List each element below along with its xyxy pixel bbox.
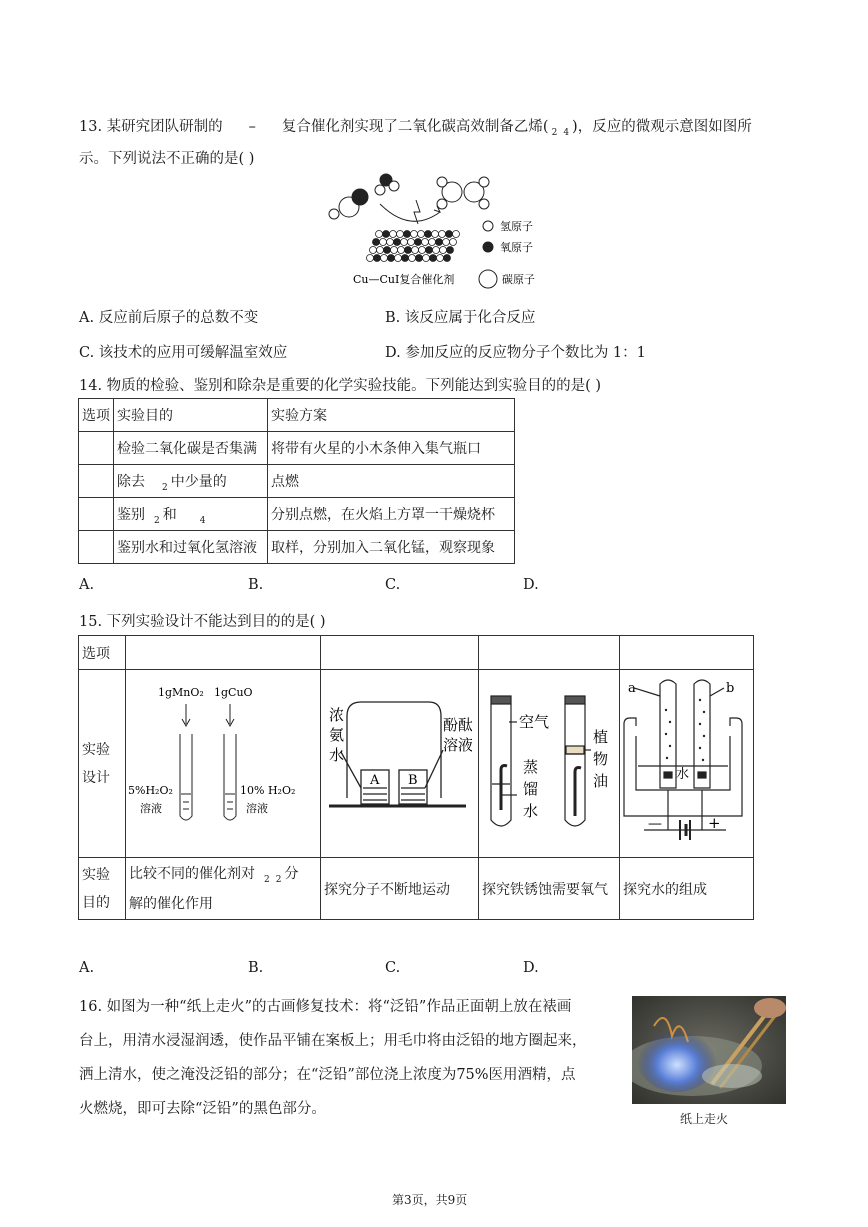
svg-text:浓: 浓: [329, 706, 345, 724]
svg-text:水: 水: [329, 746, 345, 764]
row-option: [79, 498, 114, 531]
cell-empty: [620, 636, 754, 670]
header-goal: 实验目的: [114, 399, 268, 432]
table-row: [79, 531, 515, 564]
row-plan: 将带有火星的小木条伸入集气瓶口: [268, 432, 515, 465]
q14-option-d: D.: [523, 577, 539, 593]
q16-line: 火燃烧，即可去除“泛铅”的黑色部分。: [79, 1101, 326, 1117]
header-option: 选项: [79, 399, 114, 432]
row-goal: 检验二氧化碳是否集满: [114, 432, 268, 465]
row-option: [79, 531, 114, 564]
row-plan: 点燃: [268, 465, 515, 498]
row-goal: 鉴别 $_2$ 和 $_4$: [114, 498, 268, 531]
ammonia-diffusion-figure: [321, 670, 472, 853]
svg-text:油: 油: [593, 772, 609, 790]
legend-oxygen: 氧原子: [500, 241, 533, 254]
svg-text:溶液: 溶液: [246, 802, 268, 815]
q15-table: [78, 635, 754, 920]
svg-text:氨: 氨: [329, 726, 345, 744]
row-plan: 分别点燃，在火焰上方罩一干燥烧杯: [268, 498, 515, 531]
svg-text:溶液: 溶液: [140, 802, 162, 815]
legend-carbon: 碳原子: [502, 273, 535, 286]
row-option: [79, 465, 114, 498]
q13-option-b: B. 该反应属于化合反应: [385, 310, 536, 326]
design-fig2: [321, 670, 479, 858]
q15-stem: 15. 下列实验设计不能达到目的的是( ): [79, 614, 326, 630]
catalyst-test-tubes-figure: [126, 670, 314, 853]
q15-option-a: A.: [79, 960, 95, 976]
row-plan: 取样，分别加入二氧化锰，观察现象: [268, 531, 515, 564]
fire-on-paper-photo: [632, 996, 786, 1104]
goal-cell-1: 比较不同的催化剂对 $_2$ $_2$ 分 解的催化作用: [126, 858, 321, 920]
q15-option-c: C.: [385, 960, 401, 976]
row-label-design: 实验 设计: [79, 670, 126, 858]
electrolysis-figure: [620, 670, 747, 853]
q16-line: 16. 如图为一种“纸上走火”的古画修复技术：将“泛铅”作品正面朝上放在裱画: [79, 999, 572, 1015]
q13-stem-line2: 示。下列说法不正确的是( ): [79, 151, 255, 167]
q13-option-d: D. 参加反应的反应物分子个数比为 1：1: [385, 345, 646, 361]
svg-text:—: —: [648, 816, 662, 832]
reaction-diagram: [320, 172, 560, 292]
q15-option-d: D.: [523, 960, 539, 976]
q13-option-c: C. 该技术的应用可缓解温室效应: [79, 345, 288, 361]
row-goal: 鉴别水和过氧化氢溶液: [114, 531, 268, 564]
q14-option-a: A.: [79, 577, 95, 593]
table-row: [79, 858, 754, 920]
design-fig1: [126, 670, 321, 858]
goal-cell-3: 探究铁锈蚀需要氧气: [479, 858, 620, 920]
svg-text:水: 水: [676, 767, 690, 782]
svg-text:馏: 馏: [523, 780, 539, 798]
table-header-row: [79, 399, 515, 432]
svg-text:5%H₂O₂: 5%H₂O₂: [128, 784, 173, 797]
cell-empty: [479, 636, 620, 670]
svg-text:植: 植: [593, 728, 609, 746]
svg-text:空气: 空气: [519, 713, 550, 731]
design-fig3: [479, 670, 620, 858]
table-row: [79, 432, 515, 465]
goal-cell-4: 探究水的组成: [620, 858, 754, 920]
svg-text:B: B: [408, 773, 418, 788]
svg-text:物: 物: [593, 750, 609, 768]
table-row: [79, 498, 515, 531]
q16-line: 台上，用清水浸湿润透，使作品平铺在案板上；用毛巾将由泛铅的地方圈起来，: [79, 1033, 587, 1049]
svg-text:1gMnO₂: 1gMnO₂: [158, 686, 204, 699]
q14-stem: 14. 物质的检验、鉴别和除杂是重要的化学实验技能。下列能达到实验目的的是( ): [79, 378, 602, 394]
header-plan: 实验方案: [268, 399, 515, 432]
q13-stem-line1: 13. 某研究团队研制的 – 复合催化剂实现了二氧化碳高效制备乙烯( $_2$ $_4$ )，反应的微观示意图如图所: [79, 119, 752, 138]
svg-text:+: +: [708, 814, 721, 832]
table-row: [79, 636, 754, 670]
table-row: [79, 465, 515, 498]
q14-option-b: B.: [248, 577, 264, 593]
page-footer: 第3页，共9页: [392, 1193, 468, 1207]
svg-text:溶液: 溶液: [443, 736, 472, 754]
svg-text:A: A: [370, 773, 380, 788]
catalyst-label: Cu—CuI复合催化剂: [353, 273, 455, 286]
q14-table: [78, 398, 515, 564]
cell-empty: [126, 636, 321, 670]
row-label-option: 选项: [79, 636, 126, 670]
svg-text:a: a: [628, 681, 636, 696]
q16-line: 洒上清水，使之淹没泛铅的部分；在“泛铅”部位浇上浓度为75%医用酒精，点: [79, 1067, 576, 1083]
svg-text:b: b: [726, 681, 735, 696]
legend-hydrogen: 氢原子: [500, 220, 533, 233]
svg-text:蒸: 蒸: [523, 758, 539, 776]
photo-caption: 纸上走火: [680, 1112, 729, 1126]
row-label-goal: 实验 目的: [79, 858, 126, 920]
table-row: [79, 670, 754, 858]
svg-text:1gCuO: 1gCuO: [214, 686, 253, 699]
row-option: [79, 432, 114, 465]
goal-cell-2: 探究分子不断地运动: [321, 858, 479, 920]
row-goal: 除去 $_2$ 中少量的: [114, 465, 268, 498]
iron-rust-figure: [479, 670, 613, 853]
svg-text:酚酞: 酚酞: [443, 716, 472, 734]
q15-option-b: B.: [248, 960, 264, 976]
cell-empty: [321, 636, 479, 670]
q14-option-c: C.: [385, 577, 401, 593]
svg-text:水: 水: [523, 802, 539, 820]
design-fig4: [620, 670, 754, 858]
svg-text:10% H₂O₂: 10% H₂O₂: [240, 784, 296, 797]
q13-option-a: A. 反应前后原子的总数不变: [79, 310, 259, 326]
